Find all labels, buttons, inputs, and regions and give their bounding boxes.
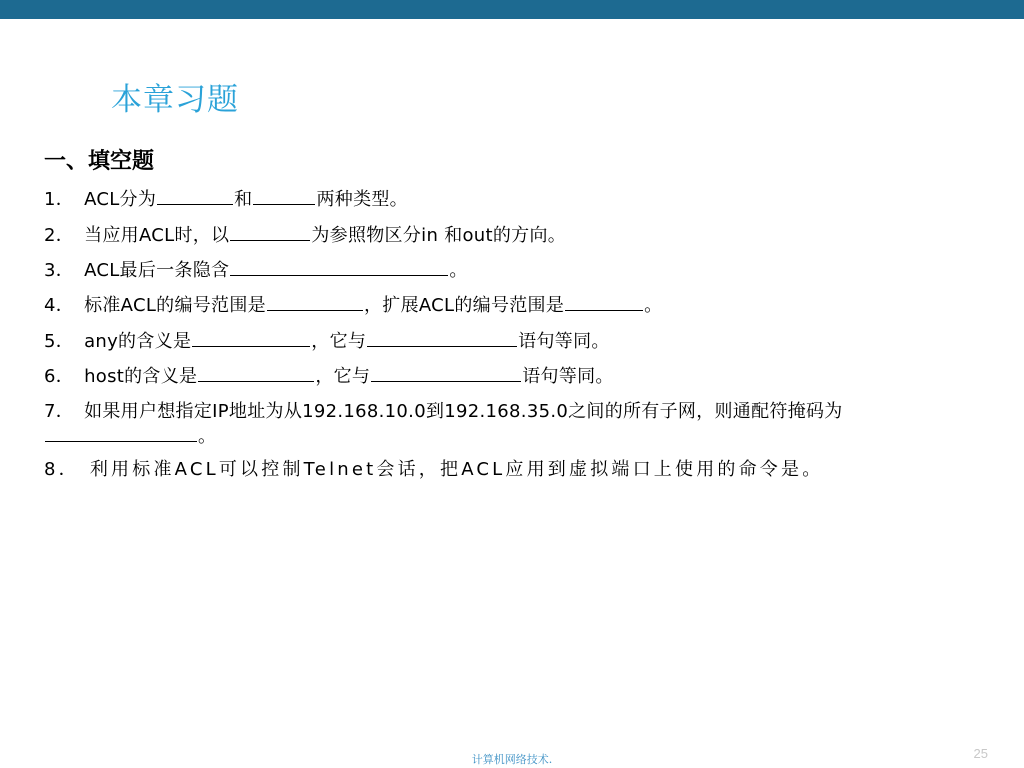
- question-3: [44, 258, 468, 284]
- question-text: 。: [449, 260, 468, 281]
- page-number: 25: [973, 746, 988, 761]
- question-text: 当应用ACL时，以: [84, 225, 230, 246]
- question-text: ，它与: [315, 366, 371, 387]
- question-text: 为参照物区分in 和out的方向。: [311, 225, 567, 246]
- answer-blank: [253, 187, 315, 205]
- question-text: 利用标准ACL可以控制Telnet会话，把ACL应用到虚拟端口上使用的命令是: [89, 459, 803, 480]
- question-text: any的含义是: [84, 331, 192, 352]
- answer-blank: [565, 293, 643, 311]
- question-number: 4．: [44, 295, 75, 316]
- answer-blank: [45, 424, 197, 442]
- answer-blank: [192, 329, 310, 347]
- answer-blank: [267, 293, 363, 311]
- question-text: 标准ACL的编号范围是: [84, 295, 266, 316]
- question-5: [44, 329, 610, 355]
- question-text: ACL分为: [84, 189, 157, 210]
- question-text: 如果用户想指定IP地址为从192.168.10.0到192.168.35.0之间的所有子网，则通配符掩码为: [84, 401, 843, 422]
- question-text: 两种类型。: [316, 189, 408, 210]
- answer-blank: [367, 329, 517, 347]
- answer-blank: [198, 364, 314, 382]
- question-text: 语句等同。: [522, 366, 614, 387]
- question-1: [44, 187, 408, 213]
- question-number: 7．: [44, 401, 75, 422]
- question-text: 。: [644, 295, 663, 316]
- footer-text: 计算机网络技术.: [471, 753, 553, 766]
- answer-blank: [230, 223, 310, 241]
- top-banner-bar: [0, 0, 1024, 19]
- slide-title: 本章习题: [111, 82, 239, 118]
- question-8: [44, 458, 954, 482]
- question-4: [44, 293, 662, 319]
- question-number: 6．: [44, 366, 75, 387]
- question-number: 8．: [44, 459, 80, 480]
- question-text: 。: [198, 426, 217, 447]
- answer-blank: [157, 187, 233, 205]
- answer-blank: [230, 258, 448, 276]
- question-6: [44, 364, 614, 390]
- answer-blank: [371, 364, 521, 382]
- question-text: ，它与: [311, 331, 367, 352]
- question-number: 5．: [44, 331, 75, 352]
- question-text: ACL最后一条隐含: [84, 260, 230, 281]
- question-7: [44, 400, 954, 449]
- section-heading: 一、填空题: [44, 149, 155, 174]
- question-text: 。: [802, 459, 824, 480]
- question-text: host的含义是: [84, 366, 198, 387]
- question-text: 语句等同。: [518, 331, 610, 352]
- question-number: 2．: [44, 225, 75, 246]
- question-number: 3．: [44, 260, 75, 281]
- question-text: 和: [234, 189, 253, 210]
- question-2: [44, 223, 566, 249]
- question-text: ，扩展ACL的编号范围是: [363, 295, 565, 316]
- question-number: 1．: [44, 189, 75, 210]
